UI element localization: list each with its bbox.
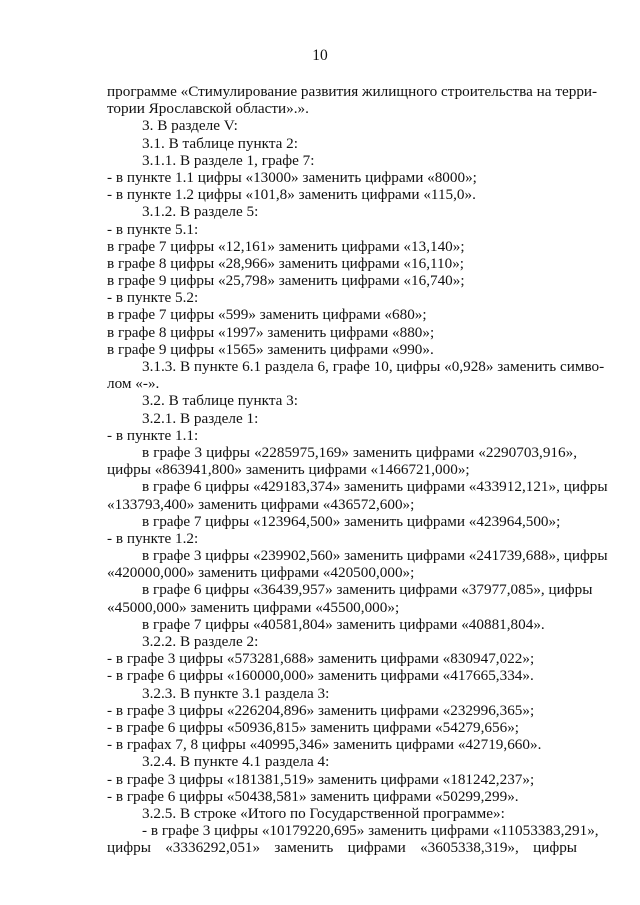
text-line: в графе 6 цифры «36439,957» заменить цифрами «37977,085», цифры bbox=[142, 581, 593, 599]
text-line: - в графе 3 цифры «573281,688» заменить цифрами «830947,022»; bbox=[107, 650, 535, 668]
text-line: в графе 8 цифры «1997» заменить цифрами «880»; bbox=[107, 323, 435, 341]
text-line: в графе 3 цифры «239902,560» заменить цифрами «241739,688», цифры bbox=[142, 547, 608, 565]
text-line: цифры «3336292,051» заменить цифрами «3605338,319», цифры bbox=[107, 839, 577, 857]
text-line: 3.2. В таблице пункта 3: bbox=[142, 392, 298, 410]
text-line: - в графе 6 цифры «160000,000» заменить цифрами «417665,334». bbox=[107, 667, 534, 685]
text-line: в графе 7 цифры «40581,804» заменить цифрами «40881,804». bbox=[142, 615, 545, 633]
text-line: лом «-». bbox=[107, 375, 160, 393]
text-line: в графе 7 цифры «12,161» заменить цифрами «13,140»; bbox=[107, 237, 465, 255]
text-line: 3.2.5. В строке «Итого по Государственной программе»: bbox=[142, 804, 505, 822]
text-line: - в пункте 1.1: bbox=[107, 426, 199, 444]
text-line: 3.2.3. В пункте 3.1 раздела 3: bbox=[142, 684, 330, 702]
text-line: - в графе 3 цифры «10179220,695» заменить цифрами «11053383,291», bbox=[142, 822, 599, 840]
text-line: - в пункте 5.1: bbox=[107, 220, 199, 238]
text-line: - в графе 6 цифры «50438,581» заменить цифрами «50299,299». bbox=[107, 787, 519, 805]
text-line: тории Ярославской области».». bbox=[107, 100, 309, 118]
text-line: в графе 9 цифры «1565» заменить цифрами «990». bbox=[107, 340, 434, 358]
text-line: - в графах 7, 8 цифры «40995,346» заменить цифрами «42719,660». bbox=[107, 736, 542, 754]
text-line: в графе 7 цифры «599» заменить цифрами «680»; bbox=[107, 306, 427, 324]
text-line: 3.1.3. В пункте 6.1 раздела 6, графе 10, цифры «0,928» заменить симво- bbox=[142, 358, 605, 375]
page-number: 10 bbox=[312, 47, 328, 64]
text-line: в графе 9 цифры «25,798» заменить цифрами «16,740»; bbox=[107, 272, 465, 290]
text-line: «133793,400» заменить цифрами «436572,600»; bbox=[107, 495, 415, 513]
text-line: 3.2.1. В разделе 1: bbox=[142, 409, 259, 427]
text-line: 3.1.1. В разделе 1, графе 7: bbox=[142, 151, 315, 169]
text-line: в графе 6 цифры «429183,374» заменить цифрами «433912,121», цифры bbox=[142, 478, 608, 496]
text-line: 3.1.2. В разделе 5: bbox=[142, 203, 259, 221]
text-line: 3.2.2. В разделе 2: bbox=[142, 633, 259, 650]
text-line: - в графе 6 цифры «50936,815» заменить цифрами «54279,656»; bbox=[107, 718, 520, 736]
text-line: программе «Стимулирование развития жилищного строительства на терри- bbox=[107, 83, 598, 100]
text-line: в графе 7 цифры «123964,500» заменить цифрами «423964,500»; bbox=[142, 512, 561, 530]
text-line: - в пункте 1.2 цифры «101,8» заменить цифрами «115,0». bbox=[107, 186, 476, 204]
text-line: «420000,000» заменить цифрами «420500,000»; bbox=[107, 564, 415, 582]
text-line: цифры «863941,800» заменить цифрами «1466721,000»; bbox=[107, 461, 470, 479]
text-line: - в пункте 1.2: bbox=[107, 529, 199, 547]
text-line: - в пункте 1.1 цифры «13000» заменить цифрами «8000»; bbox=[107, 168, 477, 186]
text-line: 3.1. В таблице пункта 2: bbox=[142, 134, 298, 152]
text-line: в графе 8 цифры «28,966» заменить цифрами «16,110»; bbox=[107, 254, 465, 272]
text-line: - в графе 3 цифры «181381,519» заменить цифрами «181242,237»; bbox=[107, 770, 535, 788]
text-line: в графе 3 цифры «2285975,169» заменить цифрами «2290703,916», bbox=[142, 443, 577, 461]
text-line: 3.2.4. В пункте 4.1 раздела 4: bbox=[142, 753, 330, 771]
text-line: 3. В разделе V: bbox=[142, 117, 238, 135]
text-line: «45000,000» заменить цифрами «45500,000»; bbox=[107, 598, 400, 616]
text-line: - в графе 3 цифры «226204,896» заменить цифрами «232996,365»; bbox=[107, 701, 535, 719]
document-body bbox=[107, 83, 608, 857]
text-line: - в пункте 5.2: bbox=[107, 289, 199, 307]
